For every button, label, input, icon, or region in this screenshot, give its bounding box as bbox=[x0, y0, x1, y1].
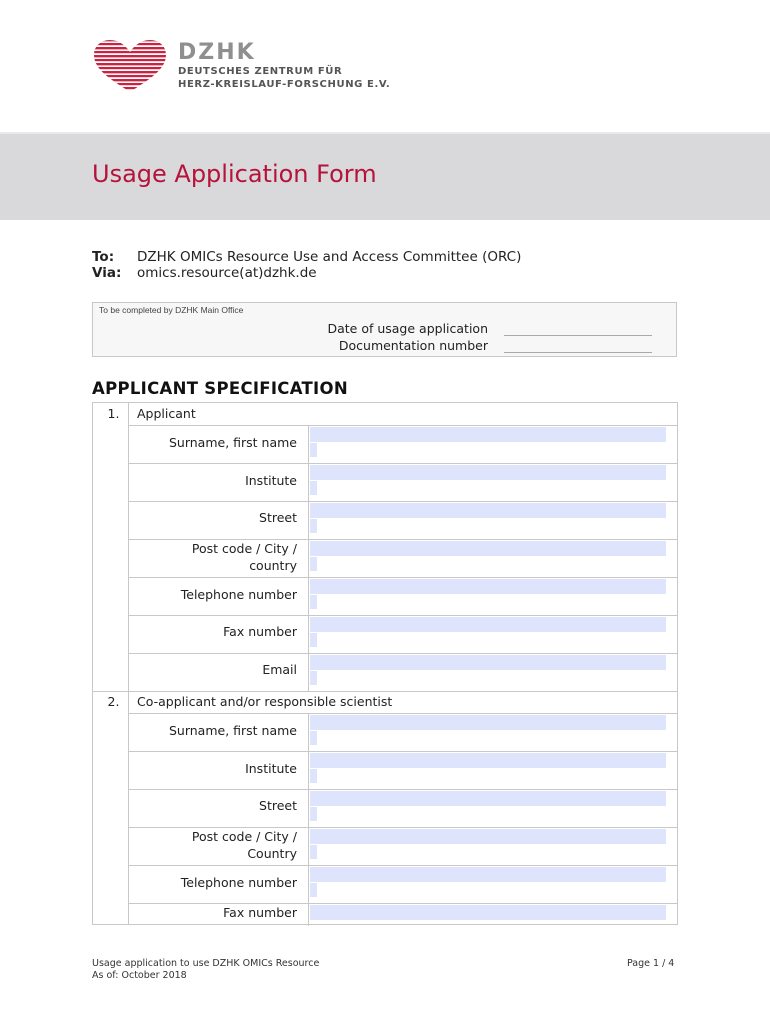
logo-abbreviation: DZHK bbox=[178, 40, 256, 65]
section-heading: Co-applicant and/or responsible scientist bbox=[137, 694, 393, 709]
main-office-box bbox=[92, 302, 677, 357]
field-marker bbox=[310, 769, 317, 783]
striped-heart-logo-icon bbox=[92, 38, 168, 94]
field-label: Institute bbox=[245, 473, 297, 488]
field-label bbox=[129, 541, 297, 574]
field-label: Surname, first name bbox=[168, 435, 297, 450]
applicant-street-input[interactable] bbox=[310, 503, 666, 518]
row-divider bbox=[128, 501, 677, 502]
to-value: DZHK OMICs Resource Use and Access Committee (ORC) bbox=[137, 249, 522, 265]
label-line: Post code / City / bbox=[191, 541, 297, 556]
coapplicant-postcode-city-country-input[interactable] bbox=[310, 829, 666, 844]
label-line: country bbox=[249, 557, 297, 573]
row-divider bbox=[128, 789, 677, 790]
field-label: Institute bbox=[245, 761, 297, 776]
coapplicant-street-input[interactable] bbox=[310, 791, 666, 806]
applicant-institute-input[interactable] bbox=[310, 465, 666, 480]
field-label: Street bbox=[259, 798, 297, 813]
logo-name-line-1: DEUTSCHES ZENTRUM FÜR bbox=[178, 66, 343, 77]
logo-name-line-2: HERZ-KREISLAUF-FORSCHUNG E.V. bbox=[178, 79, 391, 90]
section-heading: Applicant bbox=[137, 406, 196, 421]
via-label: Via: bbox=[92, 265, 122, 281]
title-band bbox=[0, 132, 770, 220]
field-marker bbox=[310, 557, 317, 571]
row-divider bbox=[128, 425, 677, 426]
documentation-number-label: Documentation number bbox=[338, 338, 488, 353]
footer-info bbox=[92, 958, 319, 982]
dzhk-logo bbox=[92, 38, 412, 94]
field-label: Telephone number bbox=[180, 587, 297, 602]
date-of-application-field[interactable] bbox=[504, 335, 652, 336]
applicant-postcode-city-country-input[interactable] bbox=[310, 541, 666, 556]
applicant-surname-input[interactable] bbox=[310, 427, 666, 442]
to-row bbox=[92, 249, 521, 265]
row-divider bbox=[93, 691, 677, 692]
row-divider bbox=[128, 903, 677, 904]
row-divider bbox=[128, 577, 677, 578]
section-number: 2. bbox=[107, 694, 120, 709]
field-marker bbox=[310, 633, 317, 647]
field-label: Telephone number bbox=[180, 875, 297, 890]
label-line: Country bbox=[247, 845, 297, 861]
field-marker bbox=[310, 731, 317, 745]
row-divider bbox=[128, 827, 677, 828]
office-note: To be completed by DZHK Main Office bbox=[99, 305, 244, 315]
field-label: Fax number bbox=[223, 624, 297, 639]
row-divider bbox=[128, 865, 677, 866]
footer-date: As of: October 2018 bbox=[92, 970, 187, 981]
field-label: Street bbox=[259, 510, 297, 525]
field-label: Fax number bbox=[223, 905, 297, 920]
date-of-application-label: Date of usage application bbox=[327, 321, 488, 336]
applicant-form-table bbox=[92, 402, 678, 925]
applicant-telephone-input[interactable] bbox=[310, 579, 666, 594]
field-label: Email bbox=[262, 662, 297, 677]
row-divider bbox=[128, 653, 677, 654]
row-divider bbox=[128, 539, 677, 540]
coapplicant-fax-input[interactable] bbox=[310, 905, 666, 920]
column-divider bbox=[308, 713, 309, 926]
coapplicant-surname-input[interactable] bbox=[310, 715, 666, 730]
coapplicant-institute-input[interactable] bbox=[310, 753, 666, 768]
row-divider bbox=[128, 615, 677, 616]
field-label: Surname, first name bbox=[168, 723, 297, 738]
row-divider bbox=[128, 713, 677, 714]
documentation-number-field[interactable] bbox=[504, 352, 652, 353]
via-value: omics.resource(at)dzhk.de bbox=[137, 265, 317, 281]
field-marker bbox=[310, 519, 317, 533]
page-title: Usage Application Form bbox=[92, 160, 377, 188]
field-marker bbox=[310, 481, 317, 495]
row-divider bbox=[128, 463, 677, 464]
column-divider bbox=[308, 425, 309, 691]
footer-document-title: Usage application to use DZHK OMICs Resource bbox=[92, 958, 320, 969]
field-marker bbox=[310, 595, 317, 609]
coapplicant-telephone-input[interactable] bbox=[310, 867, 666, 882]
field-label bbox=[129, 829, 297, 862]
page-number: Page 1 / 4 bbox=[627, 958, 675, 969]
applicant-specification-heading: APPLICANT SPECIFICATION bbox=[92, 379, 348, 398]
field-marker bbox=[310, 671, 317, 685]
field-marker bbox=[310, 443, 317, 457]
field-marker bbox=[310, 807, 317, 821]
via-row bbox=[92, 265, 317, 281]
field-marker bbox=[310, 845, 317, 859]
applicant-fax-input[interactable] bbox=[310, 617, 666, 632]
to-label: To: bbox=[92, 249, 115, 265]
row-divider bbox=[128, 751, 677, 752]
section-number: 1. bbox=[107, 406, 120, 421]
applicant-email-input[interactable] bbox=[310, 655, 666, 670]
field-marker bbox=[310, 883, 317, 897]
label-line: Post code / City / bbox=[191, 829, 297, 844]
